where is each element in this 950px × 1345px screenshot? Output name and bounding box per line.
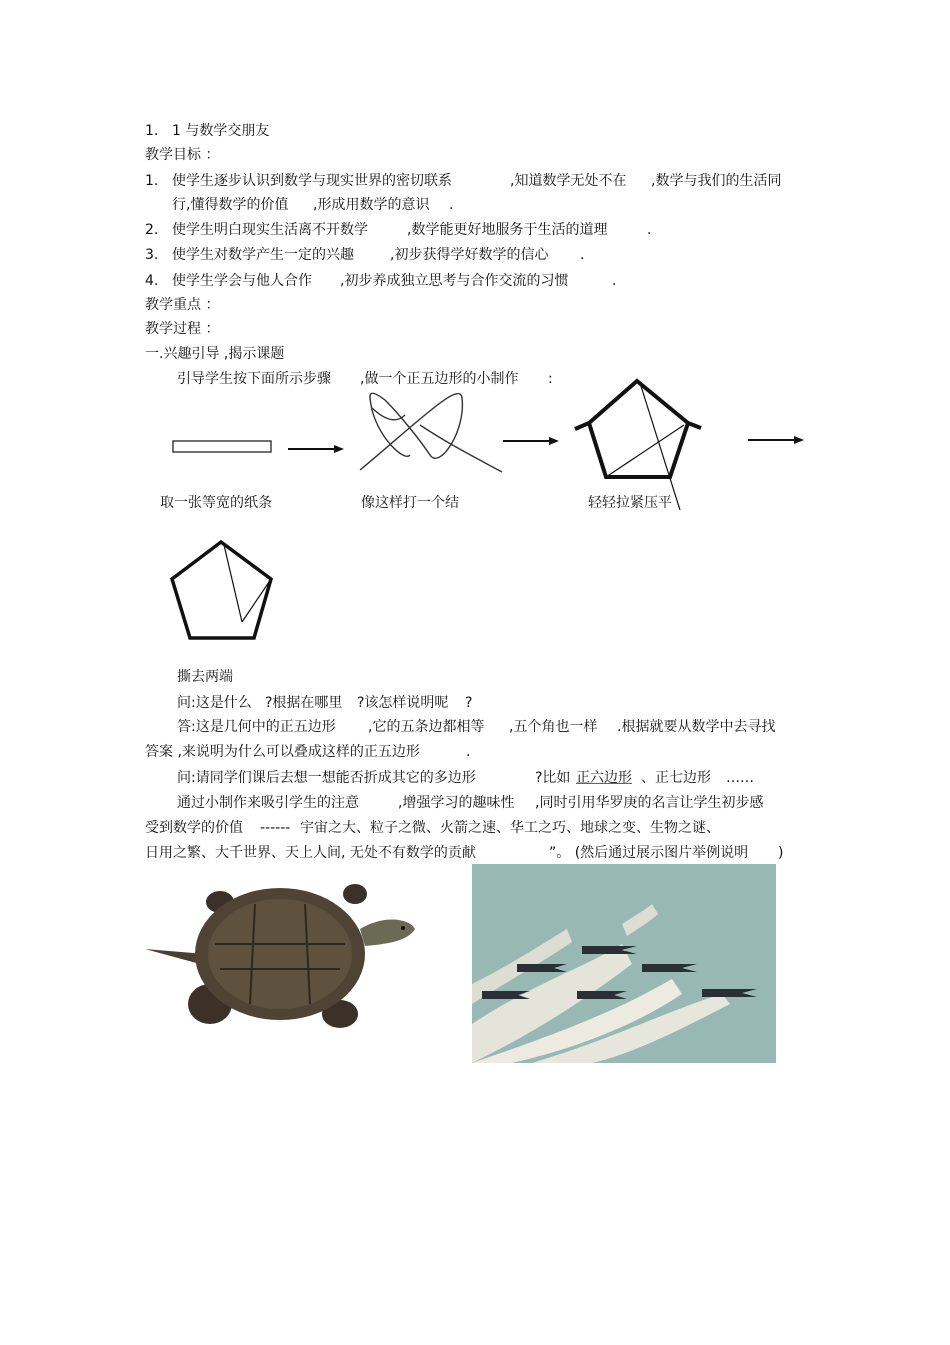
section-heading: 一.兴趣引导 ,揭示课题: [145, 346, 285, 362]
goal-4-text-b: ,初步养成独立思考与合作交流的习惯: [340, 273, 569, 289]
goal-3-text-b: ,初步获得学好数学的信心: [390, 247, 549, 263]
goal-3-text-a: 使学生对数学产生一定的兴趣: [172, 247, 354, 263]
intro-text-b: ,做一个正五边形的小制作: [360, 371, 519, 387]
key-points-label: 教学重点 ：: [145, 297, 220, 313]
page-title: 1 与数学交朋友: [172, 123, 270, 139]
goal-1-text-b: ,知道数学无处不在: [510, 173, 627, 189]
goal-2-text-a: 使学生明白现实生活离不开数学: [172, 222, 368, 238]
answer-1-b: ,它的五条边都相等: [368, 719, 485, 735]
goal-4-text-a: 使学生学会与他人合作: [172, 273, 312, 289]
jets-image: [472, 864, 776, 1063]
question-1-a: 问:这是什么: [177, 695, 252, 711]
pentagon-with-ends-shape: [575, 381, 701, 510]
paper-strip-shape: [173, 441, 271, 452]
caption-step-4: 撕去两端: [177, 669, 233, 685]
goal-2-text-b: ,数学能更好地服务于生活的道理: [407, 222, 608, 238]
para-3-e: ------: [260, 820, 291, 836]
process-label: 教学过程 ：: [145, 321, 220, 337]
arrow-1-icon: [288, 445, 344, 453]
question-1-b: ?根据在哪里: [265, 695, 343, 711]
goal-3-text-c: .: [580, 247, 585, 263]
goal-3-number: 3.: [145, 247, 159, 263]
knot-shape: [360, 393, 502, 472]
answer-1-e: 答案 ,来说明为什么可以叠成这样的正五边形: [145, 744, 420, 760]
turtle-image: [145, 874, 425, 1049]
goal-2-text-c: .: [647, 222, 652, 238]
answer-1-d: .根据就要从数学中去寻找: [617, 719, 776, 735]
title-number: 1.: [145, 123, 159, 139]
para-3-b: ,增强学习的趣味性: [398, 795, 515, 811]
answer-1-a: 答:这是几何中的正五边形: [177, 719, 336, 735]
goal-4-number: 4.: [145, 273, 159, 289]
regular-pentagon-shape: [172, 542, 271, 638]
goal-1-text-f: .: [449, 197, 454, 213]
goal-1-number: 1.: [145, 173, 159, 189]
question-1-d: ?: [465, 695, 473, 711]
para-3-a: 通过小制作来吸引学生的注意: [177, 795, 359, 811]
answer-1-c: ,五个角也一样: [509, 719, 598, 735]
intro-text-c: :: [548, 371, 553, 387]
question-2-b: ?比如: [535, 770, 571, 786]
answer-1-f: .: [466, 744, 471, 760]
question-2-e: ……: [726, 770, 754, 786]
para-3-h: ”。 (然后通过展示图片举例说明: [549, 845, 749, 861]
para-3-d: 受到数学的价值: [145, 820, 243, 836]
para-3-i: ): [778, 845, 784, 861]
caption-step-2: 像这样打一个结: [361, 495, 459, 511]
arrow-2-icon: [503, 437, 559, 445]
goal-2-number: 2.: [145, 222, 159, 238]
caption-step-1: 取一张等宽的纸条: [160, 495, 272, 511]
goal-4-text-c: .: [612, 273, 617, 289]
caption-step-3: 轻轻拉紧压平: [588, 495, 672, 511]
goal-1-text-e: ,形成用数学的意识: [313, 197, 430, 213]
goal-1-text-a: 使学生逐步认识到数学与现实世界的密切联系: [172, 173, 452, 189]
para-3-g: 日用之繁、大千世界、天上人间, 无处不有数学的贡献: [145, 845, 476, 861]
goal-1-text-c: ,数学与我们的生活同: [651, 173, 782, 189]
arrow-3-icon: [748, 436, 804, 444]
question-2-d: 、正七边形: [641, 770, 711, 786]
goals-label: 教学目标 ：: [145, 147, 220, 163]
para-3-f: 宇宙之大、粒子之微、火箭之速、华工之巧、地球之变、生物之谜、: [300, 820, 720, 836]
question-2-hexagon-link: 正六边形: [576, 770, 632, 786]
question-1-c: ?该怎样说明呢: [357, 695, 449, 711]
goal-1-text-d: 行,懂得数学的价值: [172, 197, 289, 213]
question-2-a: 问:请同学们课后去想一想能否折成其它的多边形: [177, 770, 476, 786]
intro-text-a: 引导学生按下面所示步骤: [177, 371, 331, 387]
para-3-c: ,同时引用华罗庚的名言让学生初步感: [535, 795, 764, 811]
